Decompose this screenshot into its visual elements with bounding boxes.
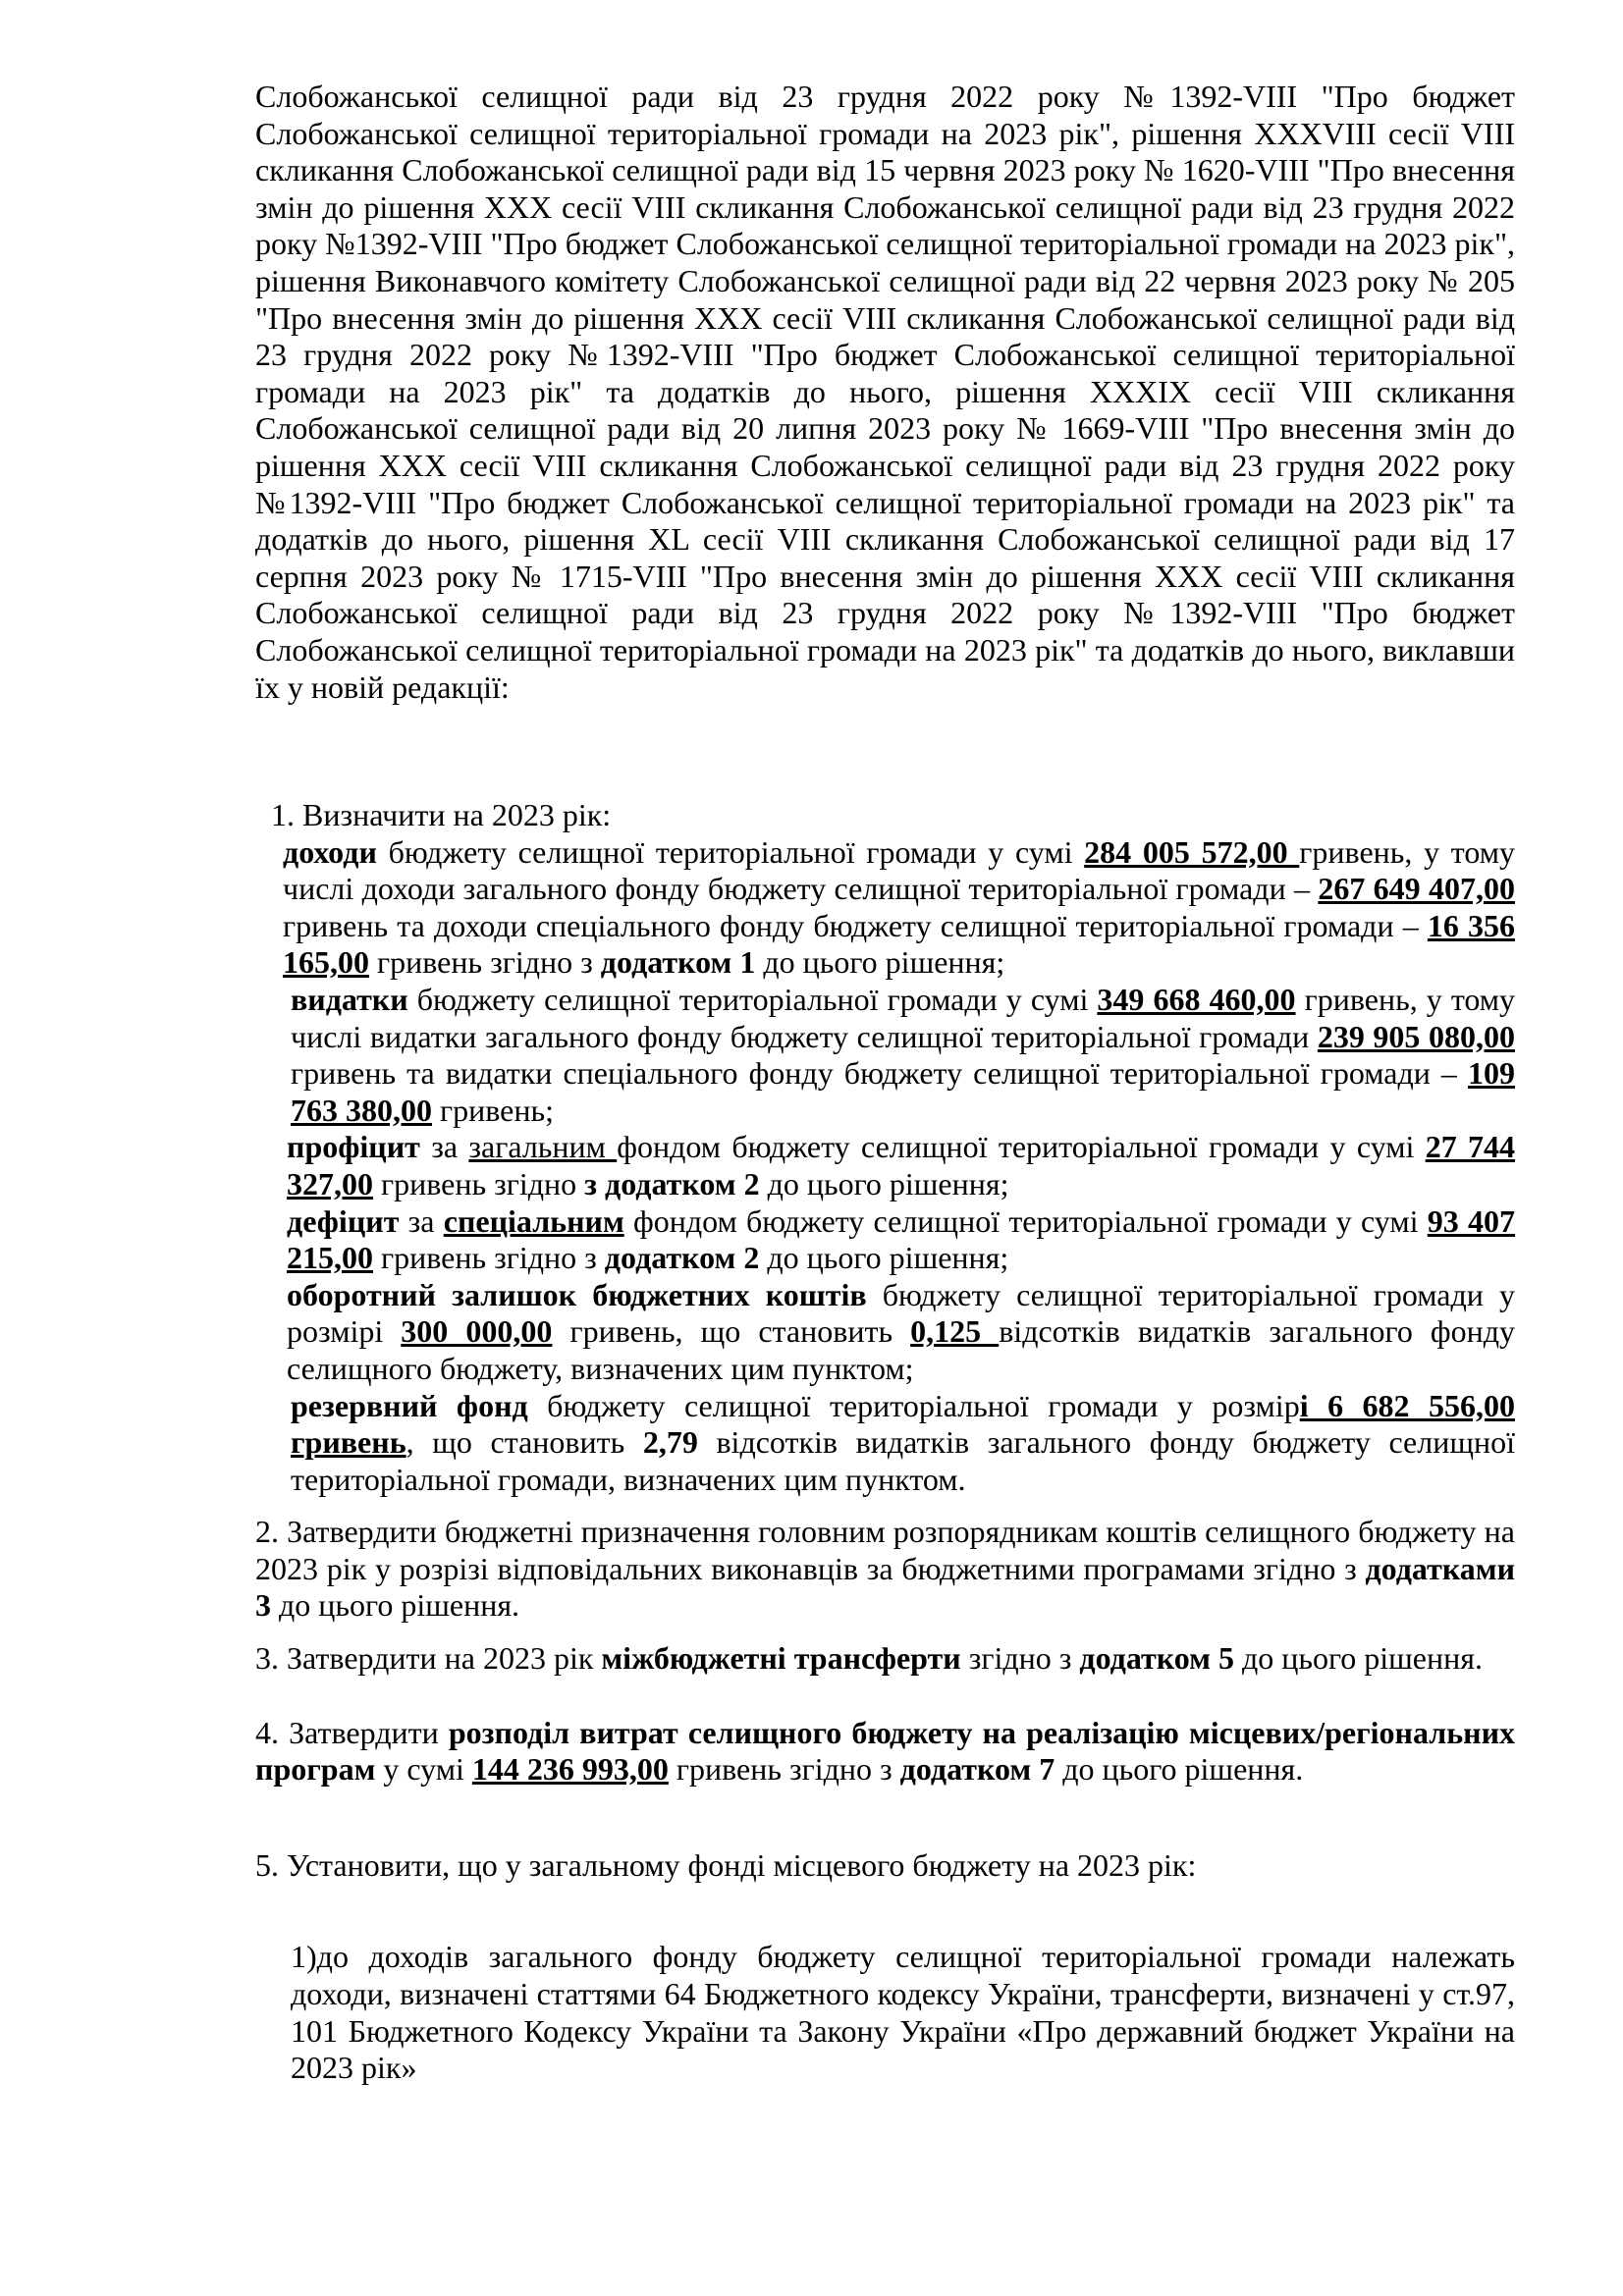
income-text-4: гривень згідно з bbox=[369, 944, 601, 981]
surplus-text-4: до цього рішення; bbox=[759, 1165, 1009, 1201]
item-3-paragraph bbox=[255, 1640, 1515, 1678]
expense-text-2: гривень, у тому числі видатки загального фонду бюджету селищної територіальної громади bbox=[291, 981, 1516, 1054]
deficit-text-2: фондом бюджету селищної територіальної громади у сумі bbox=[623, 1202, 1428, 1239]
income-text-5: до цього рішення; bbox=[755, 944, 1005, 981]
surplus-label: профіцит bbox=[287, 1129, 420, 1165]
reserve-text-3: відсотків видатків загального фонду бюджету селищної територіальної громади, визначених цим пунктом. bbox=[291, 1424, 1516, 1497]
reserve-label: резервний фонд bbox=[291, 1387, 528, 1423]
balance-text-1: бюджету селищної територіальної громади у розмірі bbox=[287, 1276, 1516, 1350]
deficit-ref: додатком 2 bbox=[604, 1240, 760, 1276]
item-5-title: 5. Установити, що у загальному фонді місцевого бюджету на 2023 рік: bbox=[255, 1846, 1197, 1883]
item-4-text-4: до цього рішення. bbox=[1055, 1751, 1304, 1788]
item-2-text-2: до цього рішення. bbox=[271, 1587, 520, 1624]
balance-text-2: гривень, що становить bbox=[552, 1313, 911, 1350]
item-3-text-2: згідно з bbox=[960, 1640, 1080, 1677]
deficit-fund: спеціальним bbox=[443, 1202, 624, 1239]
item-1-balance bbox=[287, 1277, 1515, 1388]
item-2-ref: додатками 3 bbox=[255, 1550, 1515, 1624]
surplus-text-1: за bbox=[419, 1129, 469, 1165]
item-3-text-3: до цього рішення. bbox=[1233, 1640, 1483, 1677]
income-text-1: бюджету селищної територіальної громади у сумі bbox=[376, 833, 1085, 870]
surplus-ref: з додатком 2 bbox=[584, 1165, 760, 1201]
item-1-income bbox=[283, 834, 1515, 982]
item-4-text-2: у сумі bbox=[375, 1751, 472, 1788]
item-4-text-1: 4. Затвердити bbox=[255, 1714, 449, 1750]
balance-text-3: відсотків видатків загального фонду селищного бюджету, визначених цим пунктом; bbox=[287, 1313, 1516, 1386]
balance-percent: 0,125 bbox=[910, 1313, 1000, 1350]
expense-label: видатки bbox=[291, 981, 408, 1017]
income-total: 284 005 572,00 bbox=[1084, 833, 1300, 870]
reserve-text-1: бюджету селищної територіальної громади у розмір bbox=[527, 1387, 1300, 1423]
expense-text-4: гривень; bbox=[432, 1092, 554, 1128]
income-special: 16 356 165,00 bbox=[283, 907, 1516, 981]
item-1-expense bbox=[291, 982, 1515, 1129]
item-4-paragraph bbox=[255, 1715, 1515, 1789]
item-4-amount: 144 236 993,00 bbox=[471, 1751, 669, 1788]
income-text-2: гривень, у тому числі доходи загального фонду бюджету селищної територіальної громади – bbox=[283, 833, 1516, 907]
deficit-text-4: до цього рішення; bbox=[759, 1240, 1009, 1276]
expense-text-1: бюджету селищної територіальної громади у сумі bbox=[407, 981, 1098, 1017]
balance-label: оборотний залишок бюджетних коштів bbox=[287, 1276, 867, 1312]
item-2-paragraph bbox=[255, 1514, 1515, 1625]
deficit-label: дефіцит bbox=[287, 1202, 400, 1239]
deficit-text-3: гривень згідно з bbox=[373, 1240, 605, 1276]
expense-total: 349 668 460,00 bbox=[1097, 981, 1296, 1017]
item-1-surplus bbox=[287, 1129, 1515, 1202]
reserve-text-2: , що становить bbox=[406, 1424, 643, 1461]
income-ref: додатком 1 bbox=[600, 944, 756, 981]
expense-general: 239 905 080,00 bbox=[1317, 1018, 1516, 1054]
intro-paragraph: Слобожанської селищної ради від 23 грудня 2022 року №1392-VIII "Про бюджет Слобожанської селищної територіальної громади на 2023 рік", рішення XXXVIII сесії VIII скликання Слобожанської селищної ради від 15 червня 2023 року № 1620-VIII "Про внесення змін до рішення XXX сесії VIII скликання Слобожанської селищної ради від 23 грудня 2022 року №1392-VIII "Про бюджет Слобожанської селищної територіальної громади на 2023 рік", рішення Виконавчого комітету Слобожанської селищної ради від 22 червня 2023 року № 205 "Про внесення змін до рішення XXX сесії VIII скликання Слобожанської селищної ради від 23 грудня 2022 року №1392-VIII "Про бюджет Слобожанської селищної територіальної громади на 2023 рік" та додатків до нього, рішення XXXIX сесії VIII скликання Слобожанської селищної ради від 20 липня 2023 року № 1669-VIII "Про внесення змін до рішення XXX сесії VIII скликання Слобожанської селищної ради від 23 грудня 2022 року №1392-VIII "Про бюджет Слобожанської селищної територіальної громади на 2023 рік" та додатків до нього, рішення XL сесії VIII скликання Слобожанської селищної ради від 17 серпня 2023 року № 1715-VIII "Про внесення змін до рішення XXX сесії VIII скликання Слобожанської селищної ради від 23 грудня 2022 року №1392-VIII "Про бюджет Слобожанської селищної територіальної громади на 2023 рік" та додатків до нього, виклавши їх у новій редакції: bbox=[255, 79, 1515, 705]
income-label: доходи bbox=[283, 833, 377, 870]
expense-text-3: гривень та видатки спеціального фонду бюджету селищної територіальної громади – bbox=[291, 1055, 1468, 1092]
decision-items bbox=[255, 797, 1515, 2087]
surplus-text-3: гривень згідно bbox=[373, 1165, 585, 1201]
balance-amount: 300 000,00 bbox=[401, 1313, 553, 1350]
item-1-title: 1. Визначити на 2023 рік: bbox=[271, 797, 612, 832]
item-5-sub-1: 1)до доходів загального фонду бюджету селищної територіальної громади належать доходи, визначені статтями 64 Бюджетного кодексу України, трансферти, визначені у ст.97, 101 Бюджетного Кодексу України та Закону України «Про державний бюджет України на 2023 рік» bbox=[291, 1939, 1515, 2086]
item-4-ref: додатком 7 bbox=[899, 1751, 1055, 1788]
item-1-deficit bbox=[287, 1203, 1515, 1277]
item-4-bold: розподіл витрат селищного бюджету на реалізацію місцевих/регіональних програм bbox=[255, 1714, 1516, 1788]
deficit-text-1: за bbox=[399, 1202, 444, 1239]
surplus-amount: 27 744 327,00 bbox=[287, 1129, 1516, 1201]
surplus-text-2: фондом бюджету селищної територіальної громади у сумі bbox=[617, 1129, 1426, 1165]
item-2-text-1: 2. Затвердити бюджетні призначення головним розпорядникам коштів селищного бюджету на 2023 рік у розрізі відповідальних виконавців за бюджетними програмами згідно з bbox=[255, 1514, 1515, 1586]
deficit-amount: 93 407 215,00 bbox=[287, 1202, 1516, 1276]
item-1-reserve bbox=[291, 1388, 1515, 1499]
expense-special: 109 763 380,00 bbox=[291, 1055, 1515, 1128]
item-3-ref: додатком 5 bbox=[1079, 1640, 1234, 1677]
reserve-percent: 2,79 bbox=[642, 1424, 698, 1461]
item-3-bold: міжбюджетні трансферти bbox=[601, 1640, 961, 1677]
income-text-3: гривень та доходи спеціального фонду бюджету селищної територіальної громади – bbox=[283, 907, 1428, 943]
surplus-fund: загальним bbox=[468, 1129, 618, 1165]
income-general: 267 649 407,00 bbox=[1318, 871, 1516, 907]
item-4-text-3: гривень згідно з bbox=[668, 1751, 900, 1788]
reserve-amount: і 6 682 556,00 гривень bbox=[291, 1387, 1516, 1461]
item-3-text-1: 3. Затвердити на 2023 рік bbox=[255, 1640, 602, 1677]
